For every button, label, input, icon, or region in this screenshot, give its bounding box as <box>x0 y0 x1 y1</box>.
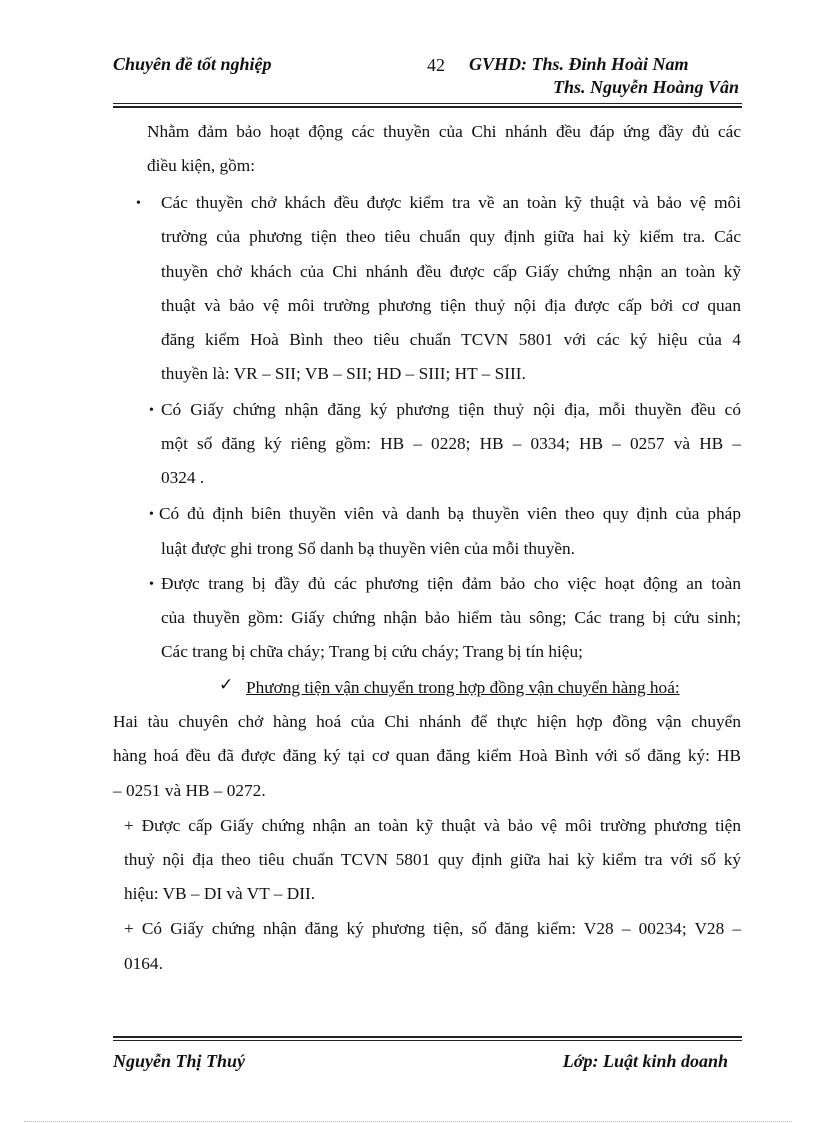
plus2-line-2: 0164. <box>124 954 163 973</box>
intro-line-2: điều kiện, gồm: <box>147 156 255 175</box>
bullet4-line-3: Các trang bị chữa cháy; Trang bị cứu cháy; Trang bị tín hiệu; <box>161 642 583 661</box>
header-advisor-2: Ths. Nguyễn Hoàng Vân <box>552 77 739 97</box>
para2-line-1: Hai tàu chuyên chở hàng hoá của Chi nhánh để thực hiện hợp đồng vận chuyển <box>113 712 741 731</box>
bullet1-line-1: Các thuyền chở khách đều được kiểm tra về an toàn kỹ thuật và bảo vệ môi <box>161 193 741 212</box>
bullet4-line-2: của thuyền gồm: Giấy chứng nhận bảo hiểm tàu sông; Các trang bị cứu sinh; <box>161 608 741 627</box>
bullet4-line-1: Được trang bị đầy đủ các phương tiện đảm bảo cho việc hoạt động an toàn <box>161 574 741 593</box>
para2-line-3: – 0251 và HB – 0272. <box>113 781 266 800</box>
bullet3-line-2: luật được ghi trong Sổ danh bạ thuyền viên của mỗi thuyền. <box>161 539 575 558</box>
page-edge-divider <box>24 1121 792 1122</box>
bullet1-line-6: thuyền là: VR – SII; VB – SII; HD – SIII; HT – SIII. <box>161 364 526 383</box>
bullet3-line-1: Có đủ định biên thuyền viên và danh bạ thuyền viên theo quy định của pháp <box>159 504 741 523</box>
bullet2-line-3: 0324 . <box>161 468 205 487</box>
header-course-title: Chuyên đề tốt nghiệp <box>113 54 272 74</box>
bullet-icon: • <box>136 196 141 211</box>
header-rule-thick <box>113 106 742 108</box>
bullet1-line-2: trường của phương tiện theo tiêu chuẩn quy định giữa hai kỳ kiểm tra. Các <box>161 227 741 246</box>
bullet1-line-3: thuyền chở khách của Chi nhánh đều được cấp Giấy chứng nhận an toàn kỹ <box>161 262 741 281</box>
plus2-line-1: + Có Giấy chứng nhận đăng ký phương tiện, số đăng kiểm: V28 – 00234; V28 – <box>124 919 741 938</box>
plus1-line-2: thuỷ nội địa theo tiêu chuẩn TCVN 5801 quy định giữa hai kỳ kiểm tra với số ký <box>124 850 741 869</box>
section-heading: Phương tiện vận chuyển trong hợp đồng vận chuyển hàng hoá: <box>246 678 680 697</box>
intro-line-1: Nhằm đảm bảo hoạt động các thuyền của Chi nhánh đều đáp ứng đầy đủ các <box>147 122 741 141</box>
footer-rule-thin <box>113 1040 742 1041</box>
bullet1-line-4: thuật và bảo vệ môi trường phương tiện thuỷ nội địa được cấp bởi cơ quan <box>161 296 741 315</box>
plus1-line-1: + Được cấp Giấy chứng nhận an toàn kỹ thuật và bảo vệ môi trường phương tiện <box>124 816 741 835</box>
bullet1-line-5: đăng kiểm Hoà Bình theo tiêu chuẩn TCVN 5801 với các ký hiệu của 4 <box>161 330 741 349</box>
page-number: 42 <box>427 55 445 75</box>
footer-rule-thick <box>113 1036 742 1038</box>
checkmark-icon: ✓ <box>219 675 234 694</box>
header-rule-thin <box>113 103 742 104</box>
bullet-icon: • <box>149 507 154 522</box>
bullet2-line-2: một số đăng ký riêng gồm: HB – 0228; HB – 0334; HB – 0257 và HB – <box>161 434 741 453</box>
header-advisor-1: GVHD: Ths. Đinh Hoài Nam <box>469 54 689 74</box>
footer-class: Lớp: Luật kinh doanh <box>562 1051 728 1071</box>
bullet-icon: • <box>149 577 154 592</box>
footer-author: Nguyễn Thị Thuý <box>113 1051 246 1071</box>
bullet-icon: • <box>149 403 154 418</box>
bullet2-line-1: Có Giấy chứng nhận đăng ký phương tiện thuỷ nội địa, mỗi thuyền đều có <box>161 400 741 419</box>
para2-line-2: hàng hoá đều đã được đăng ký tại cơ quan đăng kiểm Hoà Bình với số đăng ký: HB <box>113 746 741 765</box>
plus1-line-3: hiệu: VB – DI và VT – DII. <box>124 884 316 903</box>
